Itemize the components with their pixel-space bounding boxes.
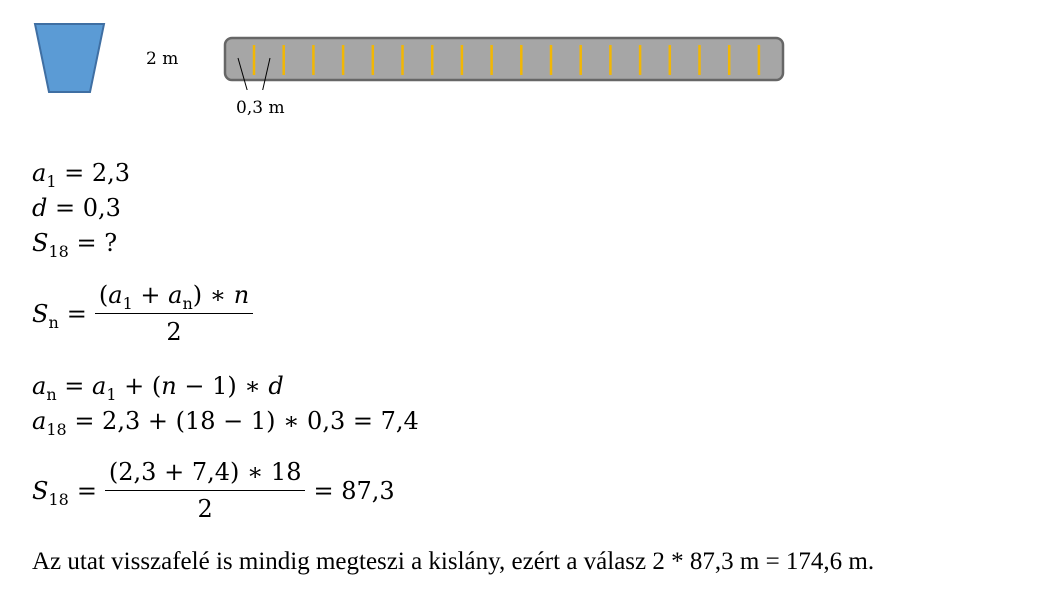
- sum-formula: $S_n$ = $\frac{(a_1 + a_n) ∗ n}{2}$: [32, 283, 253, 344]
- nth-term-formula: $a_n = a_1 + (n - 1)$ ∗ d: [32, 372, 284, 404]
- s18-calculation: $S_{18}$ = $\frac{(2,3 + 7,4) ∗ 18}{2}$ = 87,3: [32, 458, 395, 523]
- bucket-illustration: [30, 20, 110, 98]
- tick-spacing-label: 0,3 m: [236, 98, 285, 118]
- road-width-label: 2 m: [146, 49, 179, 69]
- road-illustration: [220, 30, 790, 90]
- a18-calculation: $a_{18} = 2,3 + (18 - 1)$ ∗ 0,3 = 7,4: [32, 407, 419, 439]
- bucket-shape: [35, 24, 104, 92]
- given-a1: $a_1 = 2,3$: [32, 159, 131, 191]
- s18-fraction: $\frac{(2,3 + 7,4) ∗ 18}{2}$: [105, 460, 306, 521]
- unknown-s18: $S_{18}$ = ?: [32, 229, 118, 261]
- given-d: d = 0,3: [32, 194, 121, 222]
- sum-formula-fraction: $\frac{(a_1 + a_n) ∗ n}{2}$: [95, 283, 253, 344]
- final-answer-text: Az utat visszafelé is mindig megteszi a kislány, ezért a válasz 2 * 87,3 m = 174,6 m.: [32, 548, 875, 575]
